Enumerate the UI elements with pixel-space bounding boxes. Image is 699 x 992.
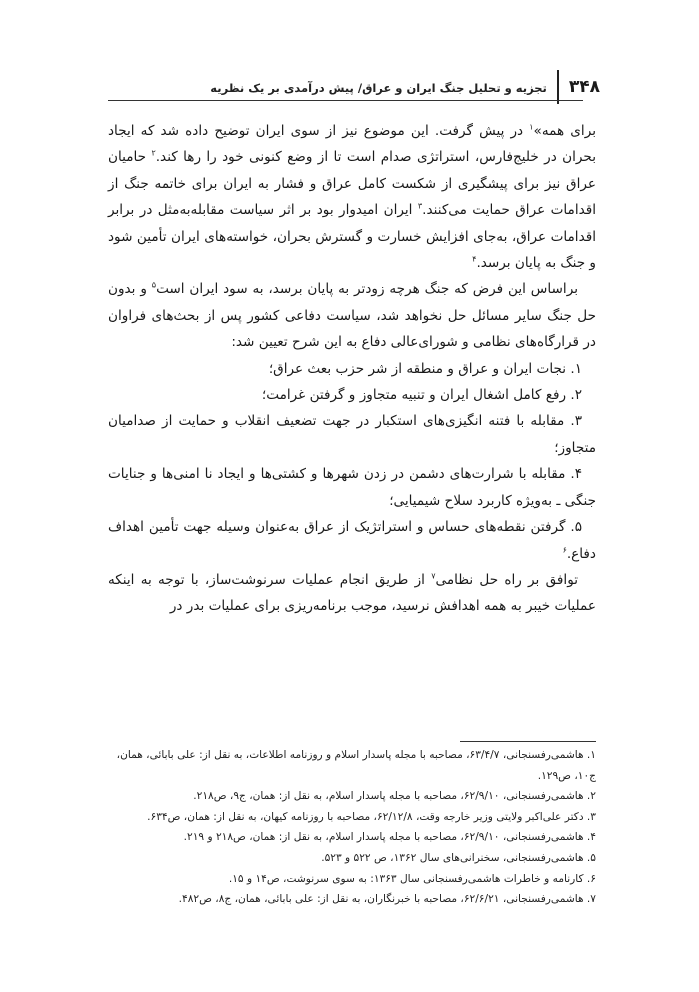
footnote-7: ۷. هاشمی‌رفسنجانی، ۶۲/۶/۲۱، مصاحبه با خبرنگاران، به نقل از: علی بابائی، همان، ج۸، ص۴۸۲. — [178, 893, 596, 906]
text-run: حامیان عراق نیز برای پیشگیری از شکست کامل عراق و فشار به ایران برای خاتمه جنگ از اقدامات عراق حمایت می‌کنند. — [108, 149, 596, 219]
list-item: ۱. نجات ایران و عراق و منطقه از شر حزب بعث عراق؛ — [268, 360, 582, 377]
list-item — [108, 514, 596, 567]
footnote-1: ۱. هاشمی‌رفسنجانی، ۶۳/۴/۷، مصاحبه با مجله پاسدار اسلام و روزنامه اطلاعات، به نقل از: علی بابائی، همان، ج۱۰، ص۱۲۹. — [116, 749, 596, 782]
footnotes — [96, 745, 596, 910]
paragraph-3 — [108, 567, 596, 620]
footnote-ref: ۳ — [417, 201, 423, 211]
page-number: ۳۴۸ — [568, 77, 600, 97]
footnote-5: ۵. هاشمی‌رفسنجانی، سخنرانی‌های سال ۱۳۶۲، ص ۵۲۲ و ۵۲۳. — [321, 851, 596, 864]
list-item: ۴. مقابله با شرارت‌های دشمن در زدن شهرها و کشتی‌ها و ایجاد نا امنی‌ها و جنایات جنگی ـ به‌ویژه کاربرد سلاح شیمیایی؛ — [108, 466, 596, 509]
header-rule — [108, 100, 583, 101]
paragraph-2 — [108, 276, 596, 355]
footnote-ref: ۵ — [151, 280, 157, 290]
footnote-4: ۴. هاشمی‌رفسنجانی، ۶۲/۹/۱۰، مصاحبه با مجله پاسدار اسلام، به نقل از: همان، ص۲۱۸ و ۲۱۹. — [183, 831, 596, 844]
text-run: برای همه» — [533, 123, 596, 139]
paragraph-1 — [108, 118, 596, 276]
main-text — [108, 118, 596, 620]
footnote-ref: ۷ — [431, 571, 436, 581]
running-title: تجزیه و تحلیل جنگ ایران و عراق/ پیش درآمدی بر یک نظریه — [210, 81, 547, 95]
text-run: براساس این فرض که جنگ هرچه زودتر به پایان برسد، به سود ایران است — [156, 281, 578, 298]
footnote-3: ۳. دکتر علی‌اکبر ولایتی وزیر خارجه وقت، ۶۲/۱۲/۸، مصاحبه با روزنامه کیهان، به نقل از: همان، ص۶۳۴. — [147, 810, 596, 823]
text-run: ایران امیدوار بود بر اثر سیاست مقابله‌به‌مثل در برابر اقدامات عراق، به‌جای افزایش خسارت و گسترش بحران، خواسته‌های ایران تأمین شود و جنگ به پایان برسد. — [108, 202, 596, 272]
list-item: ۲. رفع کامل اشغال ایران و تنبیه متجاوز و گرفتن غرامت؛ — [261, 387, 582, 404]
text-run: و بدون حل جنگ سایر مسائل حل نخواهد شد، سیاست دفاعی کشور پس از بحث‌های فراوان در قرارگاه‌های نظامی و شورای‌عالی دفاع به این شرح تعیین شد: — [108, 281, 596, 351]
footnote-ref: ۴ — [472, 254, 477, 264]
header-divider — [557, 70, 559, 104]
text-run: توافق بر راه حل نظامی — [435, 571, 578, 588]
text-run: در پیش گرفت. این موضوع نیز از سوی ایران توضیح داده شد که ایجاد بحران در خلیج‌فارس، استراتژی صدام است تا از وضع کنونی خود را رها کند. — [108, 123, 596, 166]
footnote-6: ۶. کارنامه و خاطرات هاشمی‌رفسنجانی سال ۱۳۶۳: به سوی سرنوشت، ص۱۴ و ۱۵. — [228, 872, 596, 885]
footnote-rule — [460, 741, 596, 742]
text-run: ۵. گرفتن نقطه‌های حساس و استراتژیک از عراق به‌عنوان وسیله جهت تأمین اهداف دفاع. — [108, 519, 596, 562]
footnote-ref: ۲ — [151, 148, 156, 158]
running-header — [108, 64, 600, 104]
list-item: ۳. مقابله با فتنه انگیزی‌های استکبار در جهت تضعیف انقلاب و حمایت از صدامیان متجاوز؛ — [108, 413, 596, 456]
text-run: از طریق انجام عملیات سرنوشت‌ساز، با توجه به اینکه عملیات خیبر به همه اهدافش نرسید، موجب برنامه‌ریزی برای عملیات بدر در — [108, 571, 596, 615]
footnote-ref: ۱ — [529, 122, 534, 132]
footnote-ref: ۶ — [562, 544, 567, 554]
footnote-2: ۲. هاشمی‌رفسنجانی، ۶۲/۹/۱۰، مصاحبه با مجله پاسدار اسلام، به نقل از: همان، ج۹، ص۲۱۸. — [193, 790, 596, 803]
